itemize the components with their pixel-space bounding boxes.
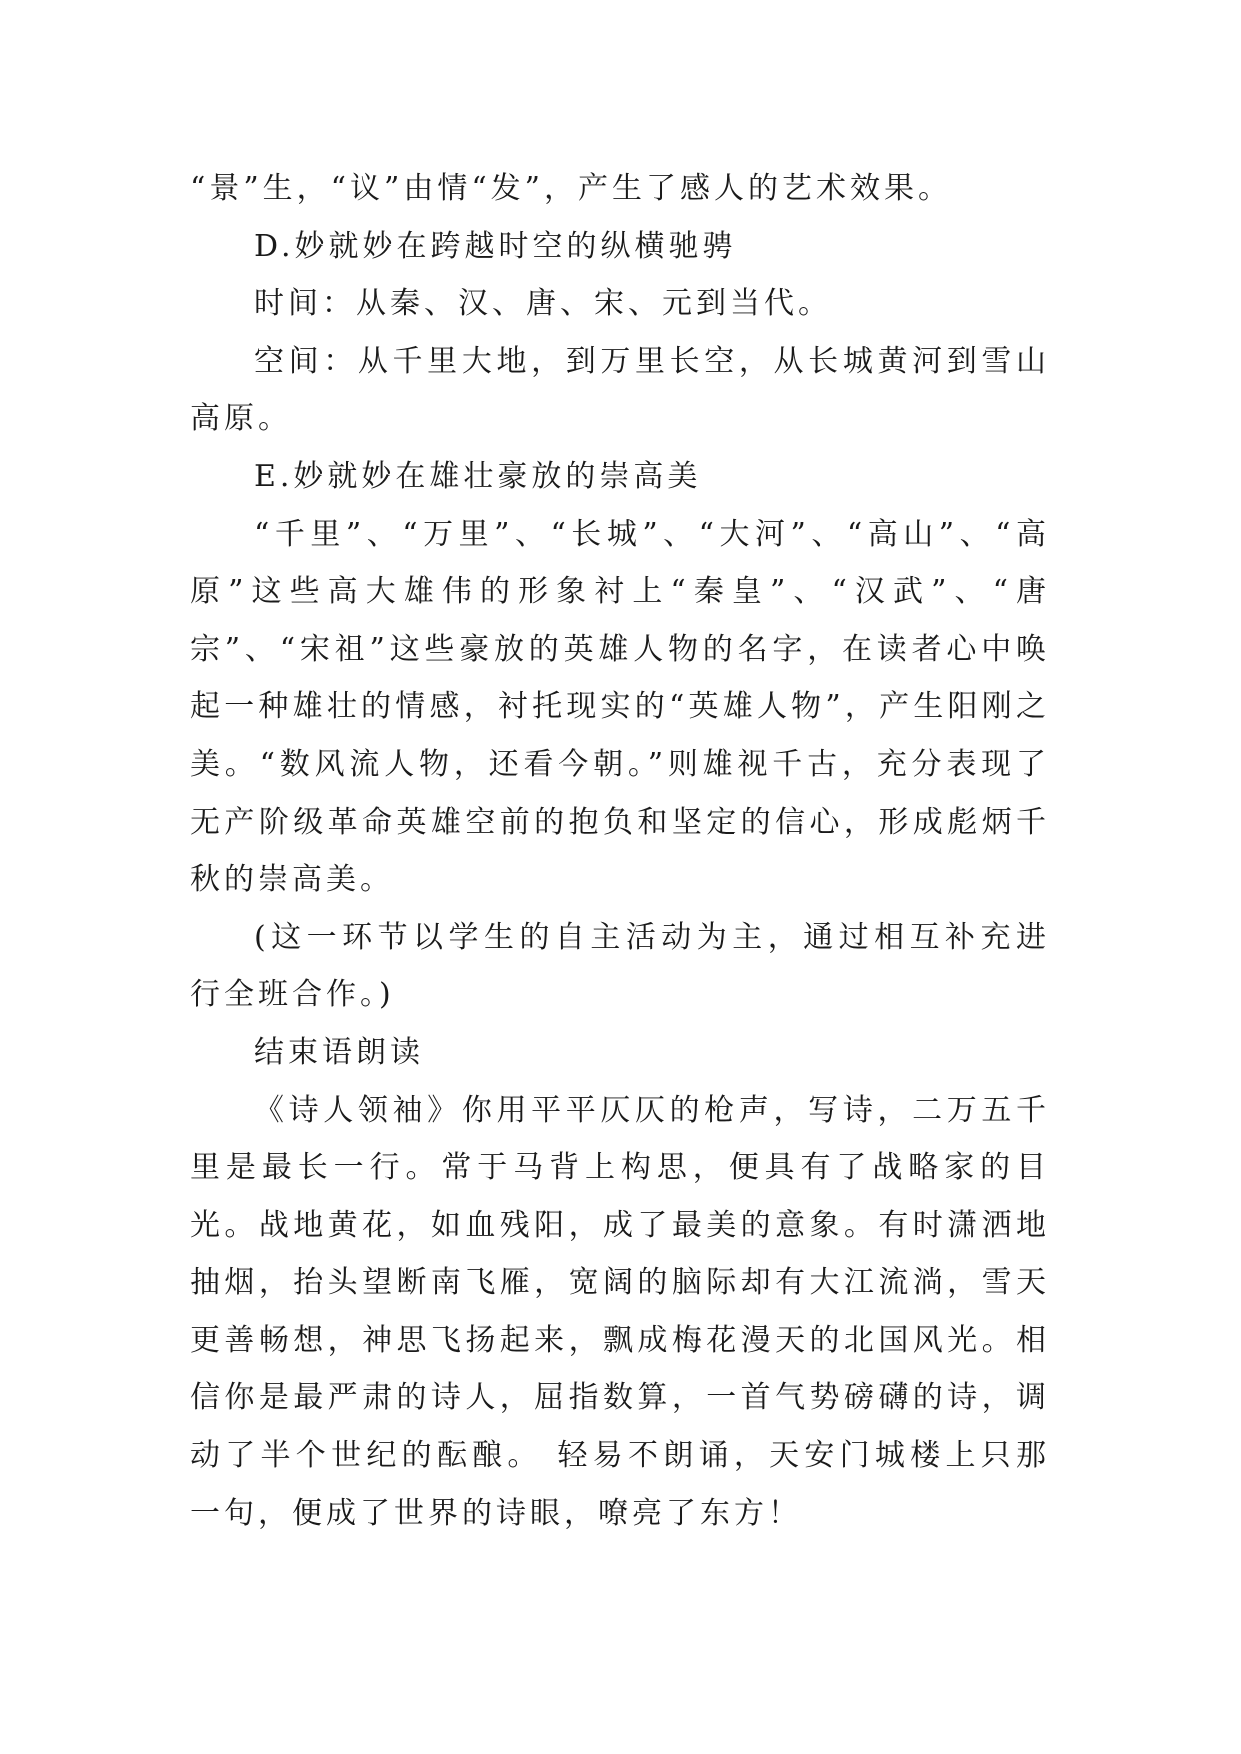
paragraph-8: 结束语朗读 [254, 1034, 424, 1070]
paragraph-3: 时间：从秦、汉、唐、宋、元到当代。 [254, 286, 832, 322]
paragraph-7: (这一环节以学生的自主活动为主，通过相互补充进行全班合作。) [190, 919, 1050, 1013]
paragraph-9: 《诗人领袖》你用平平仄仄的枪声，写诗，二万五千里是最长一行。常于马背上构思，便具有了战略家的目光。战地黄花，如血残阳，成了最美的意象。有时潇洒地抽烟，抬头望断南飞雁，宽阔的脑际却有大江流淌，雪天更善畅想，神思飞扬起来，飘成梅花漫天的北国风光。相信你是最严肃的诗人，屈指数算，一首气势磅礴的诗，调动了半个世纪的酝酿。 轻易不朗诵，天安门城楼上只那一句，便成了世界的诗眼，嘹亮了东方！ [190, 1092, 1050, 1531]
document-body [190, 160, 1050, 1542]
paragraph-5: E.妙就妙在雄壮豪放的崇高美 [254, 458, 702, 494]
paragraph-1: “景”生，“议”由情“发”，产生了感人的艺术效果。 [190, 171, 953, 206]
paragraph-2: D.妙就妙在跨越时空的纵横驰骋 [254, 228, 737, 264]
paragraph-4: 空间：从千里大地，到万里长空，从长城黄河到雪山高原。 [190, 343, 1050, 437]
paragraph-6: “千里”、“万里”、“长城”、“大河”、“高山”、“高原”这些高大雄伟的形象衬上“秦皇”、“汉武”、“唐宗”、“宋祖”这些豪放的英雄人物的名字，在读者心中唤起一种雄壮的情感，衬托现实的“英雄人物”，产生阳刚之美。“数风流人物，还看今朝。”则雄视千古，充分表现了无产阶级革命英雄空前的抱负和坚定的信心，形成彪炳千秋的崇高美。 [190, 516, 1050, 898]
